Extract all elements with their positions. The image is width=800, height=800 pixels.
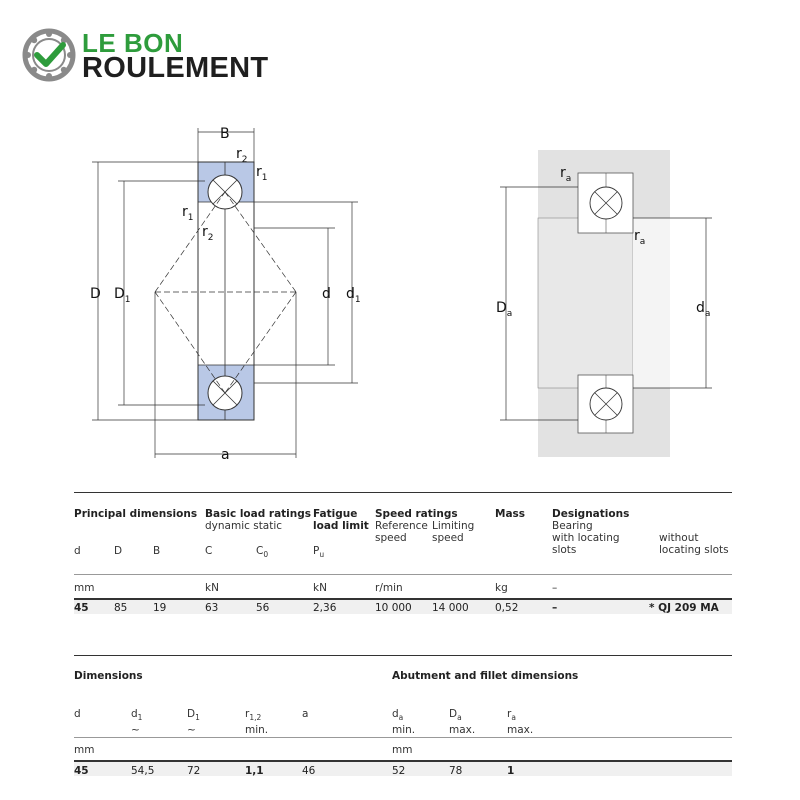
cell2-da: 52 [392, 765, 406, 777]
cell2-d1: 54,5 [131, 765, 155, 777]
hdr-abutment: Abutment and fillet dimensions [392, 670, 579, 682]
hdr-mass: Mass [495, 508, 526, 520]
cell-D: 85 [114, 602, 128, 614]
sym2-D1: $D_1$ ~ [187, 708, 200, 737]
sym2-da: $d_a$ min. [392, 708, 416, 737]
cell-ref-speed: 10 000 [375, 602, 412, 614]
unit-kg: kg [495, 582, 508, 594]
label-r2-top: $r_2$ [236, 146, 248, 165]
label-B: B [220, 126, 230, 142]
label-ra-mid: $r_a$ [634, 228, 646, 247]
cell2-a: 46 [302, 765, 316, 777]
sym2-r12: $r_{1,2}$ min. [245, 708, 269, 737]
sym2-ra: $r_a$ max. [507, 708, 534, 737]
table1-top-rule [74, 492, 732, 493]
cell2-D1: 72 [187, 765, 201, 777]
unit-mm: mm [74, 582, 95, 594]
hdr-basic-sub: dynamic static [205, 520, 283, 532]
cell-C0: 56 [256, 602, 270, 614]
unit2-mm-1: mm [74, 744, 95, 756]
sym-D: D [114, 545, 123, 557]
sym-d: d [74, 545, 81, 557]
hdr-fatigue-1: Fatigue [313, 508, 358, 520]
cell-C: 63 [205, 602, 219, 614]
unit-rmin: r/min [375, 582, 403, 594]
cell2-d: 45 [74, 765, 89, 777]
label-r1-top: $r_1$ [256, 164, 268, 183]
table1-units-rule [74, 574, 732, 575]
hdr-dimensions: Dimensions [74, 670, 143, 682]
label-D1: $D_1$ [114, 286, 131, 305]
unit-kN-1: kN [205, 582, 219, 594]
sym2-d: d [74, 708, 81, 720]
cell-lim-speed: 14 000 [432, 602, 469, 614]
sym2-a: a [302, 708, 309, 720]
label-d: d [322, 286, 331, 302]
label-r2-mid: $r_2$ [202, 224, 214, 243]
unit2-mm-2: mm [392, 744, 413, 756]
hdr-bearing: Bearing [552, 520, 593, 532]
hdr-without-2: locating slots [659, 544, 729, 556]
sym2-d1: $d_1$ ~ [131, 708, 143, 737]
label-D: D [90, 286, 101, 302]
label-a: a [221, 447, 230, 463]
label-ra-top: $r_a$ [560, 165, 572, 184]
logo-line-1: LE BON [82, 28, 184, 58]
cell-Pu: 2,36 [313, 602, 337, 614]
hdr-fatigue-2: load limit [313, 520, 369, 532]
hdr-without-1: without [659, 532, 699, 544]
hdr-with-2: slots [552, 544, 577, 556]
label-Da: $D_a$ [496, 300, 513, 319]
hdr-speed: Speed ratings [375, 508, 458, 520]
cell-d: 45 [74, 602, 89, 614]
hdr-speed-lim-2: speed [432, 532, 464, 544]
label-r1-mid: $r_1$ [182, 204, 194, 223]
sym-Pu: $P_u$ [313, 545, 325, 560]
hdr-principal: Principal dimensions [74, 508, 198, 520]
unit-dash: – [552, 582, 558, 594]
sym-C: C [205, 545, 213, 557]
sym2-Da: $D_a$ max. [449, 708, 476, 737]
cell2-Da: 78 [449, 765, 463, 777]
table2-top-rule [74, 655, 732, 656]
sym-B: B [153, 545, 161, 557]
bearing-check-icon [22, 28, 76, 82]
sym-C0: $C_0$ [256, 545, 269, 560]
label-d1: $d_1$ [346, 286, 361, 305]
brand-logo [22, 28, 312, 84]
label-da: $d_a$ [696, 300, 711, 319]
table2-units-rule [74, 737, 732, 738]
hdr-speed-ref-2: speed [375, 532, 407, 544]
hdr-with-1: with locating [552, 532, 620, 544]
hdr-designations: Designations [552, 508, 630, 520]
unit-kN-2: kN [313, 582, 327, 594]
bearing-section [90, 126, 361, 463]
hdr-speed-lim-1: Limiting [432, 520, 475, 532]
cell2-ra: 1 [507, 765, 515, 777]
cell-without-slots: * QJ 209 MA [649, 602, 719, 614]
hdr-basic: Basic load ratings [205, 508, 312, 520]
logo-line-2: ROULEMENT [82, 52, 269, 84]
cell-B: 19 [153, 602, 167, 614]
cell-mass: 0,52 [495, 602, 519, 614]
cell-with-slots: – [552, 602, 558, 614]
mounting-diagram [496, 150, 712, 457]
hdr-speed-ref-1: Reference [375, 520, 428, 532]
cell2-r12: 1,1 [245, 765, 264, 777]
bearing-drawing [0, 110, 800, 470]
